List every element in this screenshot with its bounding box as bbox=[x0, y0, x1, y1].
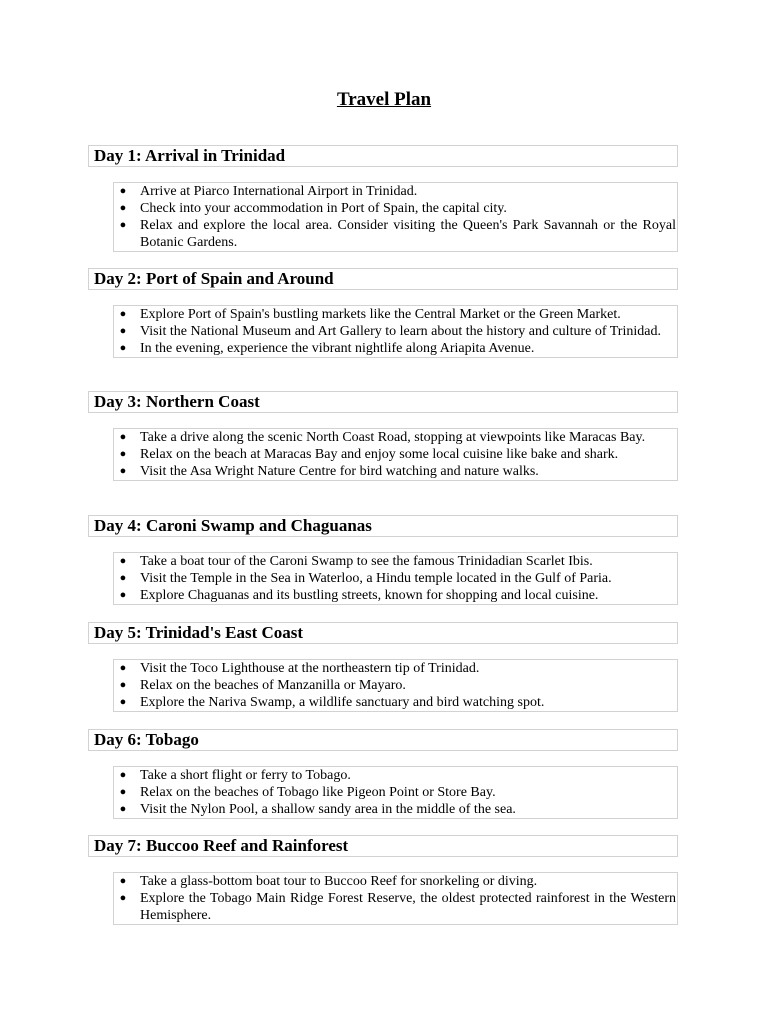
list-item bbox=[114, 801, 676, 818]
list-item-text: Visit the Temple in the Sea in Waterloo, a Hindu temple located in the Gulf of Paria. bbox=[140, 571, 612, 586]
list-item-text: Explore Port of Spain's bustling markets like the Central Market or the Green Market. bbox=[140, 307, 621, 322]
list-item bbox=[114, 677, 676, 694]
list-item-text: Relax on the beaches of Manzanilla or Mayaro. bbox=[140, 678, 406, 693]
day-7-heading: Day 7: Buccoo Reef and Rainforest bbox=[88, 835, 678, 857]
bullet-icon: ● bbox=[119, 589, 127, 601]
day-3-list bbox=[113, 428, 678, 481]
list-item bbox=[114, 890, 676, 924]
list-item-text: Check into your accommodation in Port of Spain, the capital city. bbox=[140, 201, 507, 216]
bullet-icon: ● bbox=[119, 786, 127, 798]
bullet-icon: ● bbox=[119, 696, 127, 708]
list-item bbox=[114, 446, 676, 463]
day-3-heading: Day 3: Northern Coast bbox=[88, 391, 678, 413]
list-item-text: Relax and explore the local area. Consider visiting the Queen's Park Savannah or the Royal Botanic Gardens. bbox=[140, 218, 676, 250]
day-7-list bbox=[113, 872, 678, 925]
bullet-icon: ● bbox=[119, 465, 127, 477]
list-item bbox=[114, 463, 676, 480]
list-item bbox=[114, 660, 676, 677]
bullet-icon: ● bbox=[119, 803, 127, 815]
day-6-list bbox=[113, 766, 678, 819]
day-4-heading: Day 4: Caroni Swamp and Chaguanas bbox=[88, 515, 678, 537]
bullet-icon: ● bbox=[119, 219, 127, 231]
list-item-text: Visit the Toco Lighthouse at the northeastern tip of Trinidad. bbox=[140, 661, 480, 676]
list-item bbox=[114, 873, 676, 890]
list-item-text: Visit the Asa Wright Nature Centre for bird watching and nature walks. bbox=[140, 464, 539, 479]
bullet-icon: ● bbox=[119, 308, 127, 320]
list-item bbox=[114, 217, 676, 251]
bullet-icon: ● bbox=[119, 875, 127, 887]
list-item bbox=[114, 784, 676, 801]
list-item bbox=[114, 570, 676, 587]
bullet-icon: ● bbox=[119, 572, 127, 584]
day-6-heading: Day 6: Tobago bbox=[88, 729, 678, 751]
bullet-icon: ● bbox=[119, 185, 127, 197]
list-item-text: Explore the Tobago Main Ridge Forest Reserve, the oldest protected rainforest in the Western Hemisphere. bbox=[140, 891, 676, 923]
list-item bbox=[114, 306, 676, 323]
bullet-icon: ● bbox=[119, 892, 127, 904]
list-item-text: Visit the Nylon Pool, a shallow sandy area in the middle of the sea. bbox=[140, 802, 516, 817]
bullet-icon: ● bbox=[119, 325, 127, 337]
bullet-icon: ● bbox=[119, 431, 127, 443]
list-item-text: Take a boat tour of the Caroni Swamp to see the famous Trinidadian Scarlet Ibis. bbox=[140, 554, 593, 569]
list-item bbox=[114, 429, 676, 446]
page-title: Travel Plan bbox=[336, 89, 432, 110]
day-5-list bbox=[113, 659, 678, 712]
list-item-text: Visit the National Museum and Art Gallery to learn about the history and culture of Trinidad. bbox=[140, 324, 661, 339]
day-4-list bbox=[113, 552, 678, 605]
bullet-icon: ● bbox=[119, 342, 127, 354]
bullet-icon: ● bbox=[119, 448, 127, 460]
bullet-icon: ● bbox=[119, 555, 127, 567]
list-item bbox=[114, 553, 676, 570]
list-item bbox=[114, 767, 676, 784]
list-item bbox=[114, 340, 676, 357]
day-5-heading: Day 5: Trinidad's East Coast bbox=[88, 622, 678, 644]
list-item bbox=[114, 587, 676, 604]
day-1-list bbox=[113, 182, 678, 252]
bullet-icon: ● bbox=[119, 662, 127, 674]
bullet-icon: ● bbox=[119, 202, 127, 214]
list-item-text: Take a drive along the scenic North Coast Road, stopping at viewpoints like Maracas Bay. bbox=[140, 430, 646, 445]
list-item-text: Explore Chaguanas and its bustling streets, known for shopping and local cuisine. bbox=[140, 588, 599, 603]
list-item-text: Take a short flight or ferry to Tobago. bbox=[140, 768, 351, 783]
day-2-heading: Day 2: Port of Spain and Around bbox=[88, 268, 678, 290]
list-item-text: Explore the Nariva Swamp, a wildlife sanctuary and bird watching spot. bbox=[140, 695, 545, 710]
list-item bbox=[114, 694, 676, 711]
list-item bbox=[114, 323, 676, 340]
list-item-text: In the evening, experience the vibrant nightlife along Ariapita Avenue. bbox=[140, 341, 535, 356]
list-item-text: Arrive at Piarco International Airport in Trinidad. bbox=[140, 184, 418, 199]
day-1-heading: Day 1: Arrival in Trinidad bbox=[88, 145, 678, 167]
list-item-text: Relax on the beaches of Tobago like Pigeon Point or Store Bay. bbox=[140, 785, 496, 800]
bullet-icon: ● bbox=[119, 769, 127, 781]
list-item bbox=[114, 183, 676, 200]
list-item bbox=[114, 200, 676, 217]
list-item-text: Take a glass-bottom boat tour to Buccoo Reef for snorkeling or diving. bbox=[140, 874, 538, 889]
bullet-icon: ● bbox=[119, 679, 127, 691]
list-item-text: Relax on the beach at Maracas Bay and enjoy some local cuisine like bake and shark. bbox=[140, 447, 619, 462]
day-2-list bbox=[113, 305, 678, 358]
